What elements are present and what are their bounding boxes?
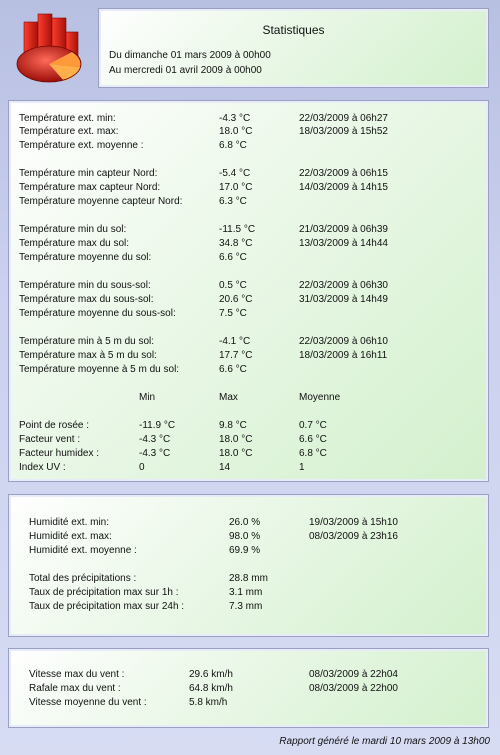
row-label: Facteur humidex : [19, 448, 100, 459]
temperature-row [9, 112, 488, 125]
avg-value: 1 [299, 462, 305, 473]
temperature-row [9, 335, 488, 348]
max-value: 14 [219, 462, 231, 473]
stat-value: 98.0 % [229, 531, 261, 542]
min-value: 0 [139, 462, 145, 473]
stat-label: Total des précipitations : [29, 573, 137, 584]
stat-label: Humidité ext. max: [29, 531, 112, 542]
stat-label: Rafale max du vent : [29, 683, 121, 694]
wind-panel [8, 648, 489, 728]
stat-value: 3.1 mm [229, 587, 263, 598]
date-range-from: Du dimanche 01 mars 2009 à 00h00 [109, 50, 271, 61]
stat-value: 29.6 km/h [189, 669, 233, 680]
stat-label: Température max à 5 m du sol: [19, 350, 157, 361]
temperature-row [9, 349, 488, 362]
date-range-to: Au mercredi 01 avril 2009 à 00h00 [109, 65, 262, 76]
report-footer: Rapport généré le mardi 10 mars 2009 à 13h00 [279, 736, 490, 747]
wind-row [9, 682, 488, 695]
temperature-row [9, 195, 488, 208]
stat-label: Température moyenne capteur Nord: [19, 196, 183, 207]
stat-label: Humidité ext. min: [29, 517, 110, 528]
max-value: 18.0 °C [219, 448, 253, 459]
stat-value: 64.8 km/h [189, 683, 233, 694]
stat-value: 7.3 mm [229, 601, 263, 612]
temperature-row [9, 223, 488, 236]
humidity-row [9, 572, 488, 585]
stat-label: Température moyenne du sol: [19, 252, 152, 263]
stat-label: Température moyenne à 5 m du sol: [19, 364, 180, 375]
stat-value: 5.8 km/h [189, 697, 228, 708]
stat-value: -5.4 °C [219, 168, 251, 179]
temperature-row [9, 167, 488, 180]
stat-value: 0.5 °C [219, 280, 247, 291]
stat-label: Vitesse moyenne du vent : [29, 697, 147, 708]
humidity-panel [8, 494, 489, 637]
wind-row [9, 668, 488, 681]
stat-date: 22/03/2009 à 06h27 [299, 113, 388, 124]
temperature-panel [8, 100, 489, 482]
stat-value: 69.9 % [229, 545, 261, 556]
stat-date: 13/03/2009 à 14h44 [299, 238, 388, 249]
humidity-row [9, 516, 488, 529]
stat-value: 26.0 % [229, 517, 261, 528]
min-value: -11.9 °C [139, 420, 176, 431]
stat-date: 18/03/2009 à 16h11 [299, 350, 388, 361]
table-row [9, 433, 488, 446]
humidity-row [9, 544, 488, 557]
stat-value: -4.3 °C [219, 113, 251, 124]
stat-date: 08/03/2009 à 23h16 [309, 531, 398, 542]
stat-label: Taux de précipitation max sur 1h : [29, 587, 179, 598]
temperature-row [9, 293, 488, 306]
stat-label: Température ext. max: [19, 126, 119, 137]
stat-label: Température max du sous-sol: [19, 294, 154, 305]
stat-value: 6.6 °C [219, 252, 247, 263]
stat-label: Température max du sol: [19, 238, 130, 249]
min-value: -4.3 °C [139, 448, 171, 459]
row-label: Index UV : [19, 462, 66, 473]
stat-label: Température min capteur Nord: [19, 168, 158, 179]
stat-label: Humidité ext. moyenne : [29, 545, 137, 556]
stat-label: Température moyenne du sous-sol: [19, 308, 176, 319]
max-value: 9.8 °C [219, 420, 247, 431]
stat-label: Température min du sol: [19, 224, 127, 235]
column-header-avg: Moyenne [299, 392, 341, 403]
temperature-row [9, 125, 488, 138]
stat-value: 20.6 °C [219, 294, 253, 305]
stat-date: 22/03/2009 à 06h15 [299, 168, 388, 179]
stat-value: -11.5 °C [219, 224, 256, 235]
temperature-row [9, 307, 488, 320]
avg-value: 6.8 °C [299, 448, 327, 459]
temperature-row [9, 181, 488, 194]
max-value: 18.0 °C [219, 434, 253, 445]
stat-label: Température min à 5 m du sol: [19, 336, 155, 347]
report-header [98, 8, 489, 88]
stat-value: 17.7 °C [219, 350, 253, 361]
stat-date: 18/03/2009 à 15h52 [299, 126, 388, 137]
table-row [9, 461, 488, 474]
stat-date: 08/03/2009 à 22h04 [309, 669, 398, 680]
avg-value: 0.7 °C [299, 420, 327, 431]
row-label: Facteur vent : [19, 434, 81, 445]
column-header-min: Min [139, 392, 156, 403]
stat-value: 6.8 °C [219, 140, 247, 151]
min-value: -4.3 °C [139, 434, 171, 445]
stat-value: 17.0 °C [219, 182, 253, 193]
stat-label: Température max capteur Nord: [19, 182, 161, 193]
stat-value: 34.8 °C [219, 238, 253, 249]
stat-label: Température ext. min: [19, 113, 116, 124]
stat-label: Taux de précipitation max sur 24h : [29, 601, 185, 612]
stat-value: 18.0 °C [219, 126, 253, 137]
wind-row [9, 696, 488, 709]
stat-value: 7.5 °C [219, 308, 247, 319]
avg-value: 6.6 °C [299, 434, 327, 445]
temperature-row [9, 363, 488, 376]
stat-date: 14/03/2009 à 14h15 [299, 182, 388, 193]
temperature-row [9, 139, 488, 152]
temperature-row [9, 279, 488, 292]
humidity-row [9, 530, 488, 543]
stat-value: 6.6 °C [219, 364, 247, 375]
stat-label: Température min du sous-sol: [19, 280, 151, 291]
temperature-row [9, 237, 488, 250]
stat-date: 31/03/2009 à 14h49 [299, 294, 388, 305]
table-row [9, 419, 488, 432]
stat-label: Vitesse max du vent : [29, 669, 125, 680]
table-row [9, 447, 488, 460]
humidity-row [9, 586, 488, 599]
stat-date: 19/03/2009 à 15h10 [309, 517, 398, 528]
page-title: Statistiques [262, 23, 325, 37]
temperature-row [9, 251, 488, 264]
stat-label: Température ext. moyenne : [19, 140, 144, 151]
humidity-row [9, 600, 488, 613]
stat-value: 28.8 mm [229, 573, 268, 584]
stat-value: -4.1 °C [219, 336, 251, 347]
stat-date: 22/03/2009 à 06h10 [299, 336, 388, 347]
table-header [9, 391, 488, 404]
statistics-chart-icon [14, 12, 84, 86]
stat-date: 21/03/2009 à 06h39 [299, 224, 388, 235]
stat-date: 22/03/2009 à 06h30 [299, 280, 388, 291]
stat-value: 6.3 °C [219, 196, 247, 207]
stat-date: 08/03/2009 à 22h00 [309, 683, 398, 694]
row-label: Point de rosée : [19, 420, 90, 431]
column-header-max: Max [219, 392, 238, 403]
